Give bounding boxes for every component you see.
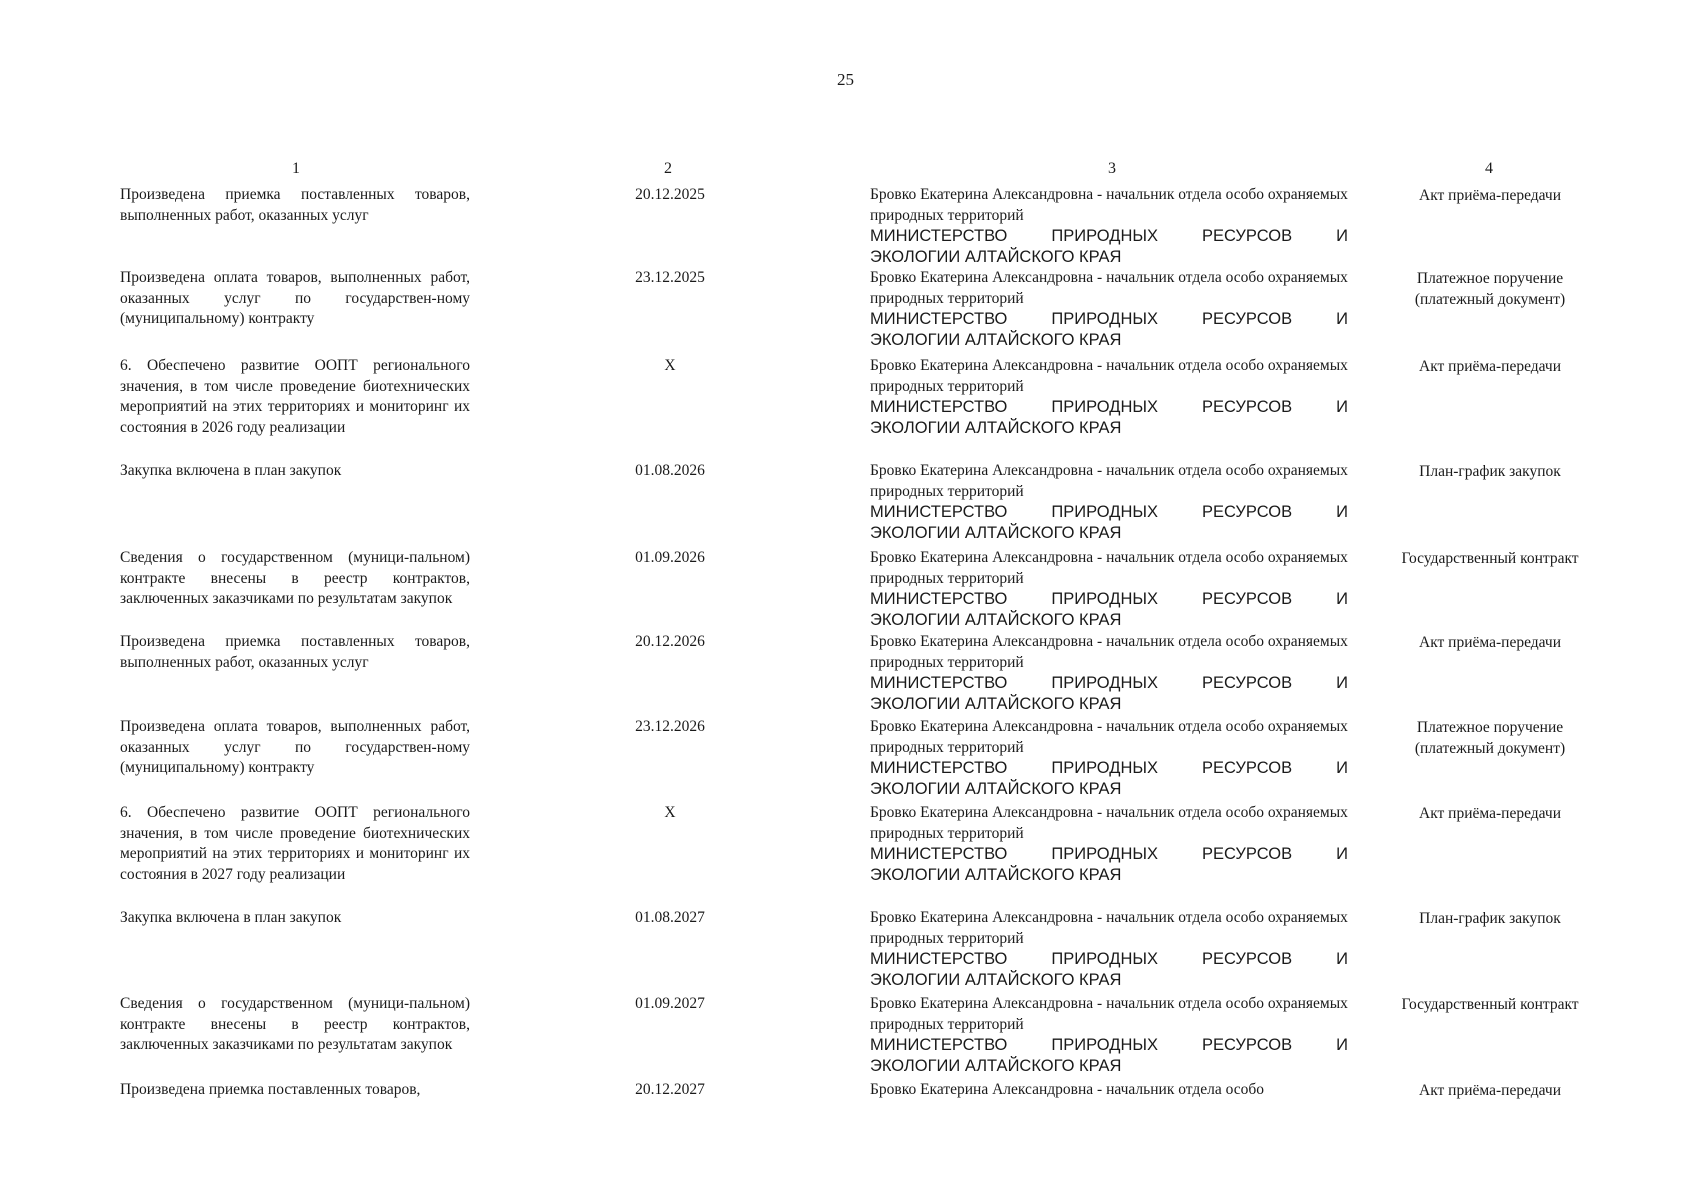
responsible-cell <box>870 185 1348 267</box>
responsible-person: Бровко Екатерина Александровна - начальник отдела особо охраняемых природных территорий <box>870 995 1348 1033</box>
column-header-4: 4 <box>1485 160 1493 177</box>
event-cell: Произведена приемка поставленных товаров, выполненных работ, оказанных услуг <box>120 633 470 671</box>
date-cell: 01.09.2026 <box>635 549 705 566</box>
document-cell: Акт приёма-передачи <box>1419 634 1561 651</box>
organization-line-1: МИНИСТЕРСТВО ПРИРОДНЫХ РЕСУРСОВ И <box>870 1036 1348 1054</box>
date-cell: 20.12.2026 <box>635 633 705 650</box>
organization-line-2: ЭКОЛОГИИ АЛТАЙСКОГО КРАЯ <box>870 610 1122 629</box>
event-cell: Произведена приемка поставленных товаров, <box>120 1081 421 1098</box>
column-headers <box>0 160 1691 180</box>
event-cell: 6. Обеспечено развитие ООПТ регионального значения, в том числе проведение биотехнических мероприятий на этих территориях и мониторинг их состояния в 2026 году реализации <box>120 357 470 436</box>
organization-line-2: ЭКОЛОГИИ АЛТАЙСКОГО КРАЯ <box>870 779 1122 798</box>
date-cell: 01.08.2026 <box>635 462 705 479</box>
responsible-person: Бровко Екатерина Александровна - начальник отдела особо охраняемых природных территорий <box>870 186 1348 224</box>
organization-line-1: МИНИСТЕРСТВО ПРИРОДНЫХ РЕСУРСОВ И <box>870 398 1348 416</box>
document-cell: Акт приёма-передачи <box>1419 358 1561 375</box>
responsible-person: Бровко Екатерина Александровна - начальник отдела особо охраняемых природных территорий <box>870 909 1348 947</box>
organization-line-2: ЭКОЛОГИИ АЛТАЙСКОГО КРАЯ <box>870 970 1122 989</box>
organization-line-2: ЭКОЛОГИИ АЛТАЙСКОГО КРАЯ <box>870 865 1122 884</box>
date-cell: 20.12.2027 <box>635 1081 705 1098</box>
document-cell: План-график закупок <box>1419 463 1561 480</box>
date-cell: 01.09.2027 <box>635 995 705 1012</box>
date-cell: 23.12.2025 <box>635 269 705 286</box>
date-cell: X <box>664 357 676 374</box>
organization-line-1: МИНИСТЕРСТВО ПРИРОДНЫХ РЕСУРСОВ И <box>870 503 1348 521</box>
event-cell: Сведения о государственном (муници-пальном) контракте внесены в реестр контрактов, заключенных заказчиками по результатам закупок <box>120 995 470 1053</box>
responsible-cell <box>870 268 1348 350</box>
responsible-cell <box>870 1080 1348 1101</box>
responsible-cell <box>870 356 1348 438</box>
responsible-cell <box>870 461 1348 543</box>
document-cell: Государственный контракт <box>1401 550 1579 567</box>
organization-line-1: МИНИСТЕРСТВО ПРИРОДНЫХ РЕСУРСОВ И <box>870 674 1348 692</box>
organization-line-2: ЭКОЛОГИИ АЛТАЙСКОГО КРАЯ <box>870 418 1122 437</box>
event-cell: Произведена оплата товаров, выполненных работ, оказанных услуг по государствен-ному (муниципальному) контракту <box>120 269 470 327</box>
document-cell: План-график закупок <box>1419 910 1561 927</box>
responsible-person: Бровко Екатерина Александровна - начальник отдела особо охраняемых природных территорий <box>870 633 1348 671</box>
event-cell: Произведена оплата товаров, выполненных работ, оказанных услуг по государствен-ному (муниципальному) контракту <box>120 718 470 776</box>
event-cell: Закупка включена в план закупок <box>120 462 342 479</box>
column-header-1: 1 <box>292 160 300 177</box>
document-cell: Акт приёма-передачи <box>1419 187 1561 204</box>
column-header-2: 2 <box>664 160 672 177</box>
document-cell: Государственный контракт <box>1401 996 1579 1013</box>
organization-line-1: МИНИСТЕРСТВО ПРИРОДНЫХ РЕСУРСОВ И <box>870 845 1348 863</box>
organization-line-1: МИНИСТЕРСТВО ПРИРОДНЫХ РЕСУРСОВ И <box>870 310 1348 328</box>
responsible-person: Бровко Екатерина Александровна - начальник отдела особо охраняемых природных территорий <box>870 462 1348 500</box>
responsible-cell <box>870 717 1348 799</box>
column-header-3: 3 <box>1108 160 1116 177</box>
organization-line-2: ЭКОЛОГИИ АЛТАЙСКОГО КРАЯ <box>870 694 1122 713</box>
event-cell: Произведена приемка поставленных товаров, выполненных работ, оказанных услуг <box>120 186 470 224</box>
organization-line-2: ЭКОЛОГИИ АЛТАЙСКОГО КРАЯ <box>870 330 1122 349</box>
event-cell: Сведения о государственном (муници-пальном) контракте внесены в реестр контрактов, заключенных заказчиками по результатам закупок <box>120 549 470 607</box>
organization-line-1: МИНИСТЕРСТВО ПРИРОДНЫХ РЕСУРСОВ И <box>870 227 1348 245</box>
date-cell: 01.08.2027 <box>635 909 705 926</box>
responsible-cell <box>870 994 1348 1076</box>
organization-line-1: МИНИСТЕРСТВО ПРИРОДНЫХ РЕСУРСОВ И <box>870 590 1348 608</box>
document-cell: Акт приёма-передачи <box>1419 805 1561 822</box>
document-cell: Акт приёма-передачи <box>1419 1082 1561 1099</box>
page-number: 25 <box>837 70 854 89</box>
date-cell: 23.12.2026 <box>635 718 705 735</box>
responsible-person: Бровко Екатерина Александровна - начальник отдела особо охраняемых природных территорий <box>870 269 1348 307</box>
organization-line-1: МИНИСТЕРСТВО ПРИРОДНЫХ РЕСУРСОВ И <box>870 950 1348 968</box>
date-cell: X <box>664 804 676 821</box>
responsible-person: Бровко Екатерина Александровна - начальник отдела особо охраняемых природных территорий <box>870 357 1348 395</box>
responsible-person: Бровко Екатерина Александровна - начальник отдела особо охраняемых природных территорий <box>870 549 1348 587</box>
responsible-cell <box>870 548 1348 630</box>
document-cell: Платежное поручение (платежный документ) <box>1414 270 1566 308</box>
date-cell: 20.12.2025 <box>635 186 705 203</box>
organization-line-1: МИНИСТЕРСТВО ПРИРОДНЫХ РЕСУРСОВ И <box>870 759 1348 777</box>
organization-line-2: ЭКОЛОГИИ АЛТАЙСКОГО КРАЯ <box>870 1056 1122 1075</box>
event-cell: Закупка включена в план закупок <box>120 909 342 926</box>
document-cell: Платежное поручение (платежный документ) <box>1414 719 1566 757</box>
responsible-person: Бровко Екатерина Александровна - начальник отдела особо охраняемых природных территорий <box>870 718 1348 756</box>
responsible-person: Бровко Екатерина Александровна - начальник отдела особо <box>870 1081 1265 1098</box>
responsible-cell <box>870 632 1348 714</box>
responsible-person: Бровко Екатерина Александровна - начальник отдела особо охраняемых природных территорий <box>870 804 1348 842</box>
event-cell: 6. Обеспечено развитие ООПТ регионального значения, в том числе проведение биотехнических мероприятий на этих территориях и мониторинг их состояния в 2027 году реализации <box>120 804 470 883</box>
organization-line-2: ЭКОЛОГИИ АЛТАЙСКОГО КРАЯ <box>870 247 1122 266</box>
responsible-cell <box>870 908 1348 990</box>
responsible-cell <box>870 803 1348 885</box>
organization-line-2: ЭКОЛОГИИ АЛТАЙСКОГО КРАЯ <box>870 523 1122 542</box>
